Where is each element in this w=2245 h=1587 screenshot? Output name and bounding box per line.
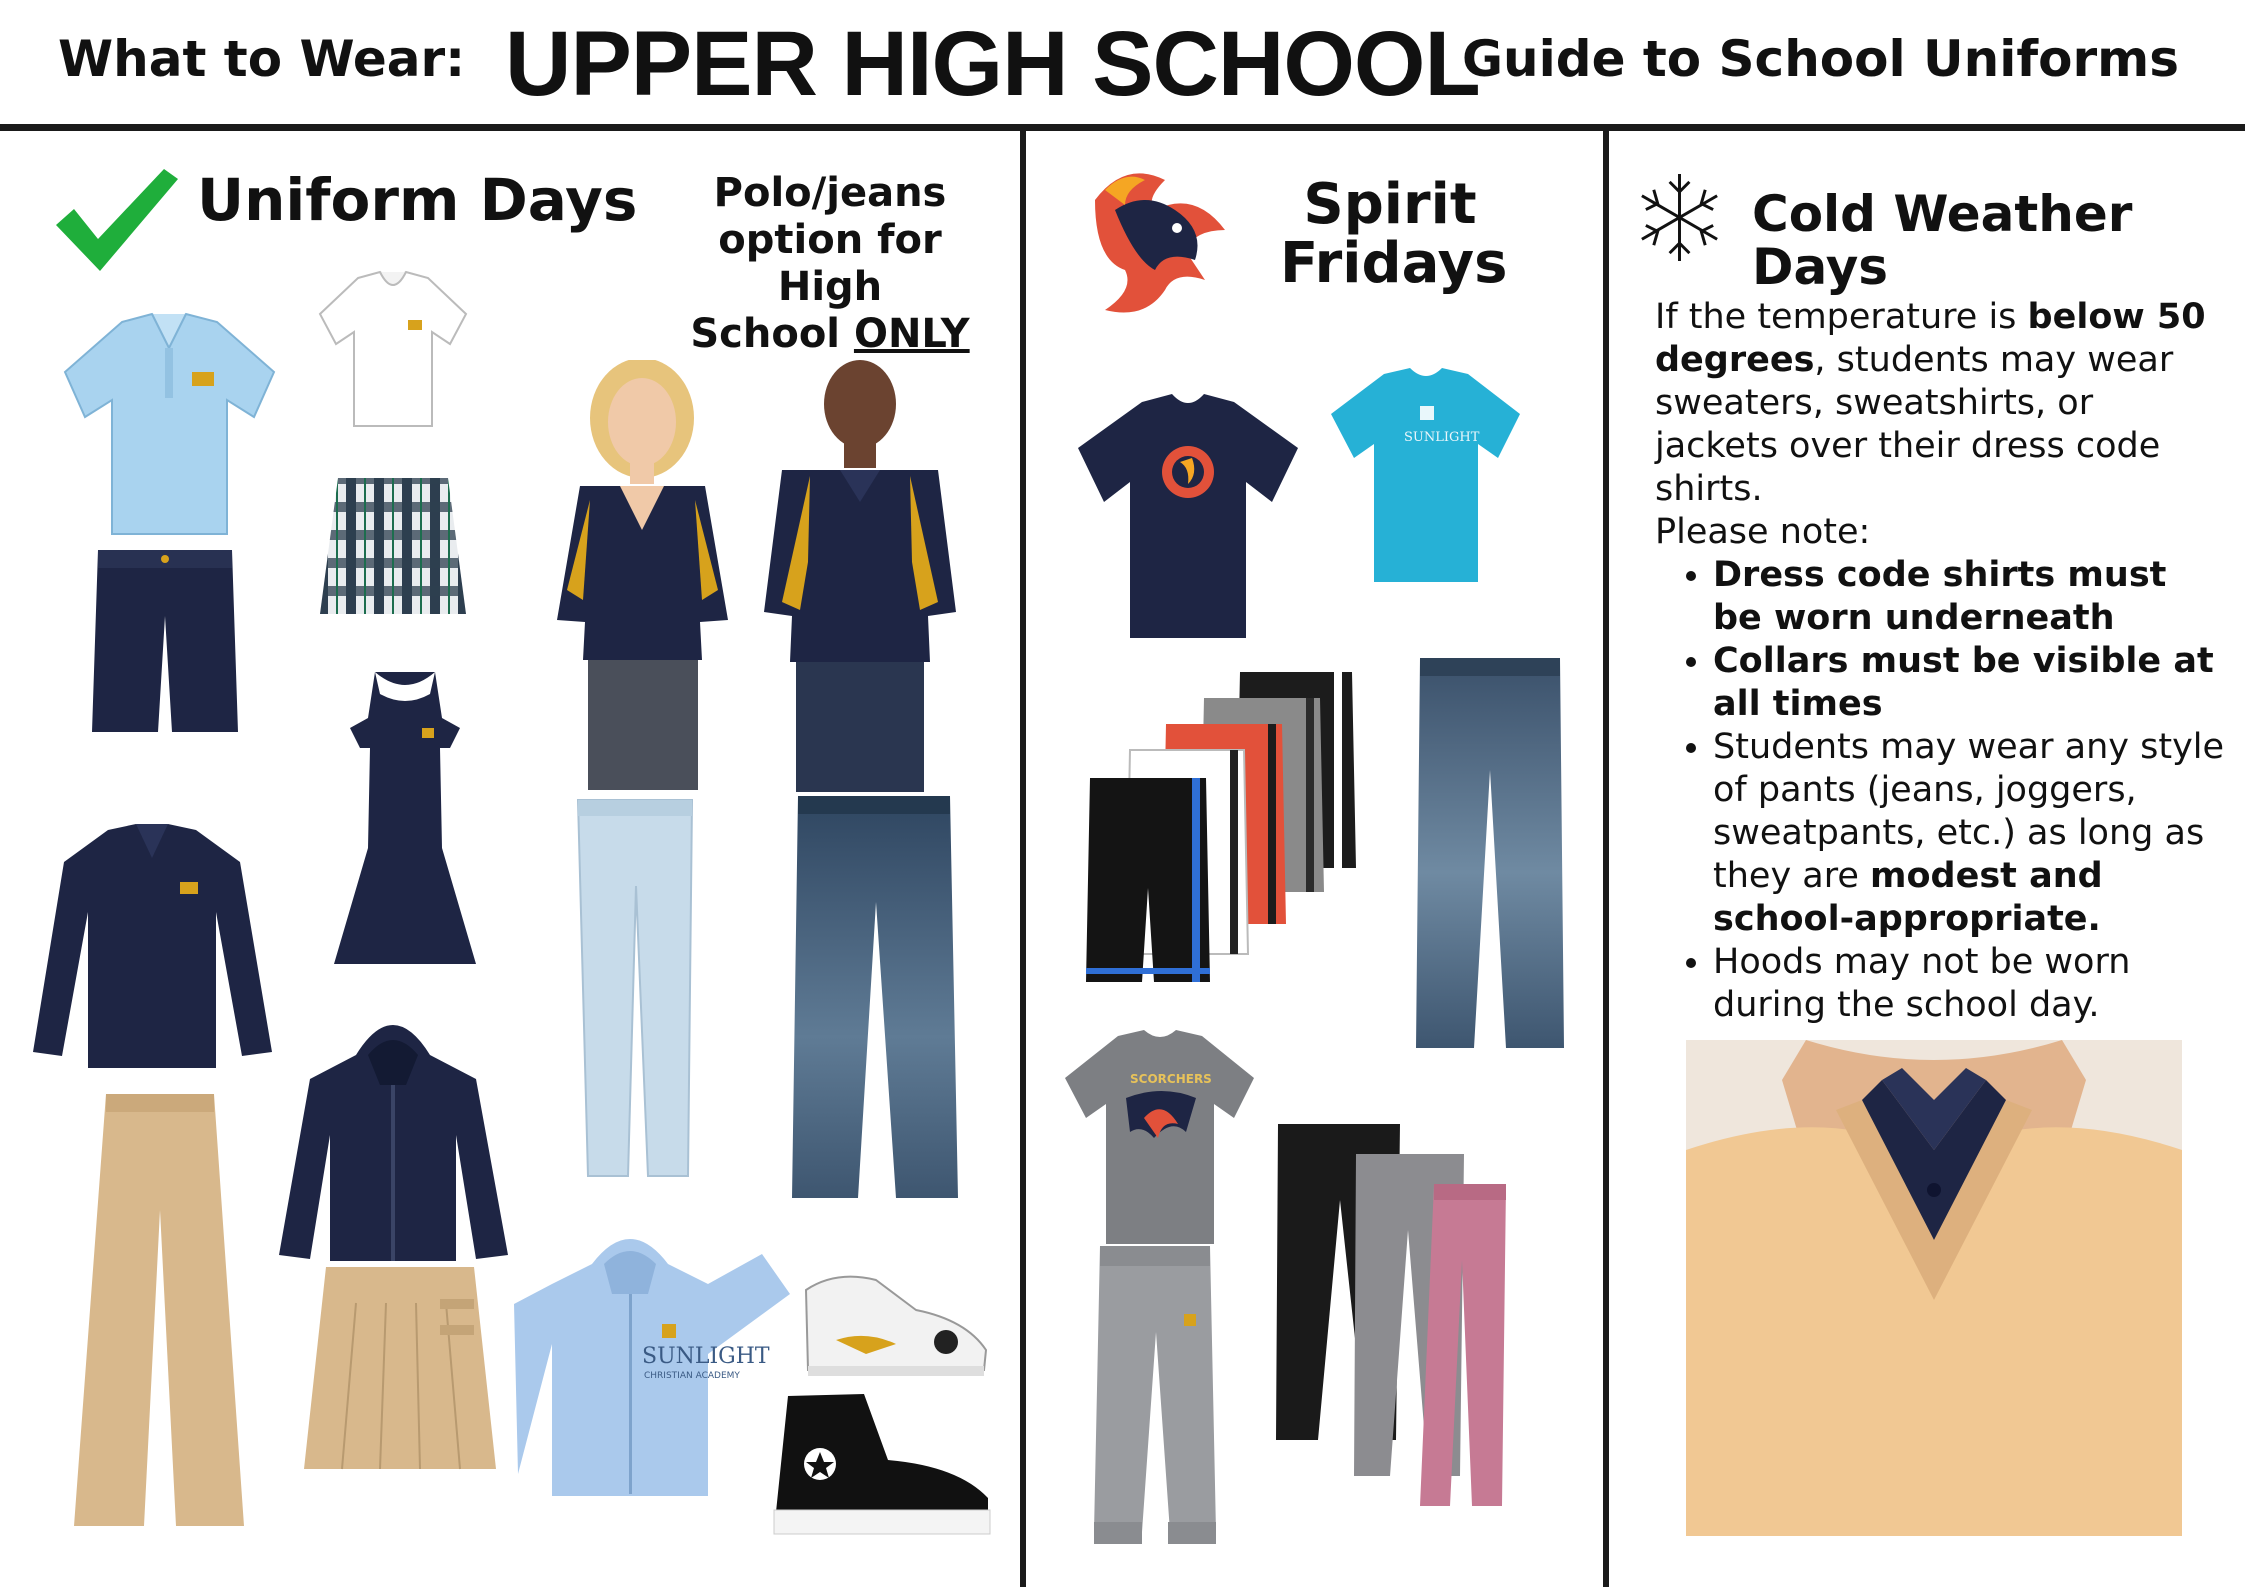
- rule-item-3-part-a: Students may wear any style of pants (jeans, joggers, sweatpants, etc.) as long as they are: [1713, 727, 2225, 896]
- cold-rules-list: [1655, 554, 2225, 1027]
- spirit-dark-jeans-image: [1392, 650, 1588, 1052]
- note-line-2: option for High: [718, 217, 942, 310]
- header-left-label: What to Wear:: [58, 30, 466, 88]
- sweatshirt-logo-text: SUNLIGHT: [642, 1344, 770, 1369]
- spirit-title-line2: Fridays: [1280, 230, 1508, 296]
- header-divider: [0, 124, 2245, 131]
- snowflake-icon: [1632, 170, 1727, 265]
- cold-weather-text: [1655, 296, 2225, 1027]
- sweater-over-polo-photo: [1686, 1040, 2182, 1536]
- page-title: UPPER HIGH SCHOOL: [505, 13, 1480, 115]
- khaki-pleated-skirt-image: [300, 1263, 500, 1473]
- turquoise-tee-logo-text: SUNLIGHT: [1404, 430, 1480, 445]
- athletic-shorts-image: [1050, 668, 1360, 983]
- cold-intro-part-b: below 50 degrees: [1655, 297, 2206, 380]
- gray-joggers-image: [1090, 1242, 1220, 1550]
- man-polo-photo: [760, 352, 960, 792]
- cold-intro-part-a: If the temperature is: [1655, 297, 2028, 337]
- dark-jeans-image: [784, 792, 964, 1202]
- note-line-1: Polo/jeans: [713, 170, 947, 216]
- rule-item-2: • Collars must be visible at all times: [1713, 640, 2225, 726]
- column-divider-2: [1603, 131, 1609, 1587]
- rule-item-3: [1713, 726, 2225, 941]
- woman-polo-photo: [550, 360, 735, 790]
- cold-weather-title: Cold Weather Days: [1752, 185, 2133, 296]
- navy-shorts-image: [90, 546, 240, 736]
- rule-item-4: • Hoods may not be worn during the school day.: [1713, 941, 2225, 1027]
- navy-long-sleeve-polo-image: [30, 822, 275, 1072]
- spirit-fridays-title: [1280, 172, 1508, 296]
- plaid-skirt-image: [318, 474, 468, 619]
- turquoise-tee-image: [1328, 366, 1523, 586]
- please-note-label: Please note:: [1655, 512, 1871, 552]
- phoenix-mascot-icon: [1085, 160, 1230, 320]
- gray-tee-text: SCORCHERS: [1130, 1072, 1212, 1086]
- gray-scorchers-tee-image: [1062, 1028, 1257, 1248]
- rule-item-3-part-b: modest and school-appropriate.: [1713, 856, 2103, 939]
- note-only-emphasis: ONLY: [853, 311, 970, 357]
- navy-spirit-tee-image: [1076, 392, 1301, 642]
- khaki-wide-pants-image: [72, 1090, 247, 1530]
- header-right-label: Guide to School Uniforms: [1462, 30, 2179, 88]
- cold-intro-part-c: , students may wear sweaters, sweatshirts, or jackets over their dress code shirts.: [1655, 340, 2174, 509]
- light-blue-polo-image: [62, 312, 277, 537]
- spirit-title-line1: Spirit: [1303, 172, 1477, 237]
- uniform-days-title: Uniform Days: [197, 166, 638, 234]
- rule-item-1: • Dress code shirts must be worn underneath: [1713, 554, 2225, 640]
- navy-jumper-image: [330, 668, 480, 968]
- polo-jeans-note: [672, 170, 988, 358]
- note-line-3-prefix: School: [690, 311, 854, 357]
- light-blue-sweatshirt-image: [512, 1224, 792, 1500]
- navy-hoodie-image: [276, 1015, 511, 1265]
- black-high-top-sneaker-image: [768, 1390, 993, 1538]
- cold-intro: [1655, 296, 2225, 511]
- white-gold-sneaker-image: [796, 1270, 991, 1382]
- white-blouse-image: [318, 270, 468, 430]
- light-jeans-image: [570, 796, 700, 1180]
- column-divider-1: [1020, 131, 1026, 1587]
- checkmark-icon: [52, 165, 182, 275]
- leggings-image: [1270, 1120, 1510, 1510]
- note-line-3: [672, 311, 988, 358]
- sweatshirt-logo-subtext: CHRISTIAN ACADEMY: [644, 1371, 740, 1381]
